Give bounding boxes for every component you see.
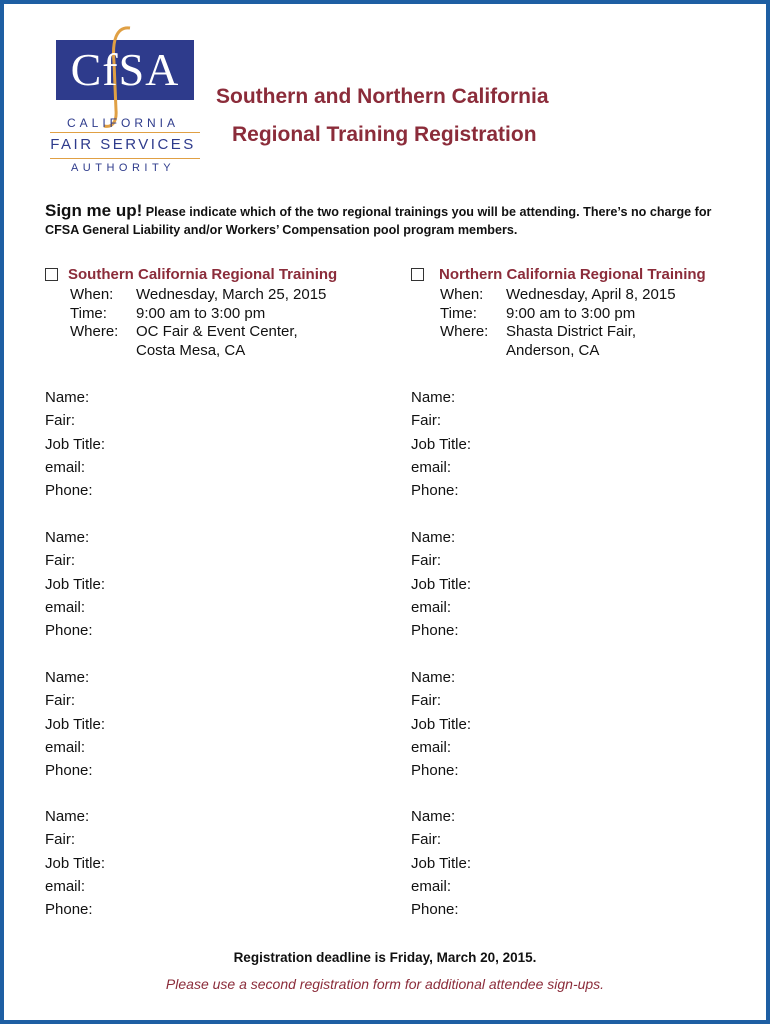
- intro-text: Please indicate which of the two regional trainings you will be attending. There’s no charge for CFSA General Liability and/or Workers’ Compensation pool program members.: [45, 205, 712, 237]
- logo-authority: AUTHORITY: [70, 162, 176, 174]
- when-value: Wednesday, April 8, 2015: [506, 286, 676, 303]
- job-title-field[interactable]: Job Title:: [411, 575, 472, 593]
- fair-field[interactable]: Fair:: [411, 831, 441, 849]
- where-value-1: OC Fair & Event Center,: [136, 323, 298, 340]
- job-title-field[interactable]: Job Title:: [411, 854, 472, 872]
- phone-field[interactable]: Phone:: [45, 622, 93, 640]
- email-field[interactable]: email:: [411, 877, 452, 895]
- job-title-field[interactable]: Job Title:: [45, 854, 106, 872]
- fair-field[interactable]: Fair:: [45, 552, 75, 570]
- attendee-block-4: [45, 805, 105, 921]
- time-value: 9:00 am to 3:00 pm: [506, 304, 636, 322]
- fair-field[interactable]: Fair:: [45, 412, 75, 430]
- name-field[interactable]: Name:: [45, 389, 90, 406]
- email-field[interactable]: email:: [411, 458, 452, 476]
- logo-fair-services: FAIR SERVICES: [50, 136, 196, 153]
- southern-details: [70, 286, 326, 360]
- name-field[interactable]: Name:: [45, 529, 90, 546]
- attendee-block-3: [45, 666, 105, 782]
- job-title-field[interactable]: Job Title:: [45, 435, 106, 453]
- intro-lead: Sign me up!: [45, 201, 143, 220]
- name-field[interactable]: Name:: [411, 808, 456, 825]
- attendee-block-2: [45, 526, 105, 642]
- time-label: Time:: [70, 304, 107, 322]
- fair-field[interactable]: Fair:: [411, 412, 441, 430]
- northern-checkbox[interactable]: [411, 268, 424, 281]
- name-field[interactable]: Name:: [411, 389, 456, 406]
- attendee-block-2: [411, 526, 471, 642]
- phone-field[interactable]: Phone:: [411, 762, 459, 780]
- attendee-block-1: [411, 386, 471, 502]
- page-title-line2: Regional Training Registration: [232, 123, 537, 146]
- phone-field[interactable]: Phone:: [411, 622, 459, 640]
- when-label: When:: [440, 286, 484, 303]
- job-title-field[interactable]: Job Title:: [45, 715, 106, 733]
- email-field[interactable]: email:: [411, 738, 452, 756]
- name-field[interactable]: Name:: [411, 529, 456, 546]
- northern-title: Northern California Regional Training: [439, 266, 706, 283]
- training-northern: [411, 266, 751, 919]
- email-field[interactable]: email:: [45, 738, 86, 756]
- job-title-field[interactable]: Job Title:: [411, 435, 472, 453]
- time-label: Time:: [440, 304, 477, 322]
- footer-note: Please use a second registration form for additional attendee sign-ups.: [165, 976, 605, 992]
- southern-checkbox[interactable]: [45, 268, 58, 281]
- intro-paragraph: [45, 202, 735, 239]
- fair-field[interactable]: Fair:: [45, 692, 75, 710]
- phone-field[interactable]: Phone:: [411, 901, 459, 919]
- attendee-block-3: [411, 666, 471, 782]
- job-title-field[interactable]: Job Title:: [411, 715, 472, 733]
- email-field[interactable]: email:: [45, 877, 86, 895]
- page-title-line1: Southern and Northern California: [216, 85, 549, 108]
- registration-deadline: Registration deadline is Friday, March 20, 2015.: [233, 950, 537, 965]
- phone-field[interactable]: Phone:: [45, 901, 93, 919]
- email-field[interactable]: email:: [45, 598, 86, 616]
- where-value-2: Anderson, CA: [506, 341, 600, 359]
- name-field[interactable]: Name:: [45, 808, 90, 825]
- name-field[interactable]: Name:: [45, 669, 90, 686]
- training-southern: [45, 266, 385, 919]
- where-value-2: Costa Mesa, CA: [136, 341, 246, 359]
- phone-field[interactable]: Phone:: [45, 762, 93, 780]
- northern-details: [440, 286, 676, 360]
- job-title-field[interactable]: Job Title:: [45, 575, 106, 593]
- fair-field[interactable]: Fair:: [411, 552, 441, 570]
- logo-rule-bottom: [50, 158, 200, 159]
- where-label: Where:: [70, 323, 119, 340]
- attendee-block-4: [411, 805, 471, 921]
- when-value: Wednesday, March 25, 2015: [136, 286, 327, 303]
- fair-field[interactable]: Fair:: [45, 831, 75, 849]
- when-label: When:: [70, 286, 114, 303]
- time-value: 9:00 am to 3:00 pm: [136, 304, 266, 322]
- logo-mark: CfSA: [70, 44, 180, 95]
- attendee-block-1: [45, 386, 105, 502]
- email-field[interactable]: email:: [45, 458, 86, 476]
- phone-field[interactable]: Phone:: [411, 482, 459, 500]
- logo-rule-top: [50, 132, 200, 133]
- email-field[interactable]: email:: [411, 598, 452, 616]
- where-value-1: Shasta District Fair,: [506, 323, 637, 340]
- southern-title: Southern California Regional Training: [68, 266, 338, 283]
- cfsa-logo: [38, 22, 208, 182]
- logo-california: CALIFORNIA: [66, 116, 179, 130]
- phone-field[interactable]: Phone:: [45, 482, 93, 500]
- name-field[interactable]: Name:: [411, 669, 456, 686]
- fair-field[interactable]: Fair:: [411, 692, 441, 710]
- where-label: Where:: [440, 323, 489, 340]
